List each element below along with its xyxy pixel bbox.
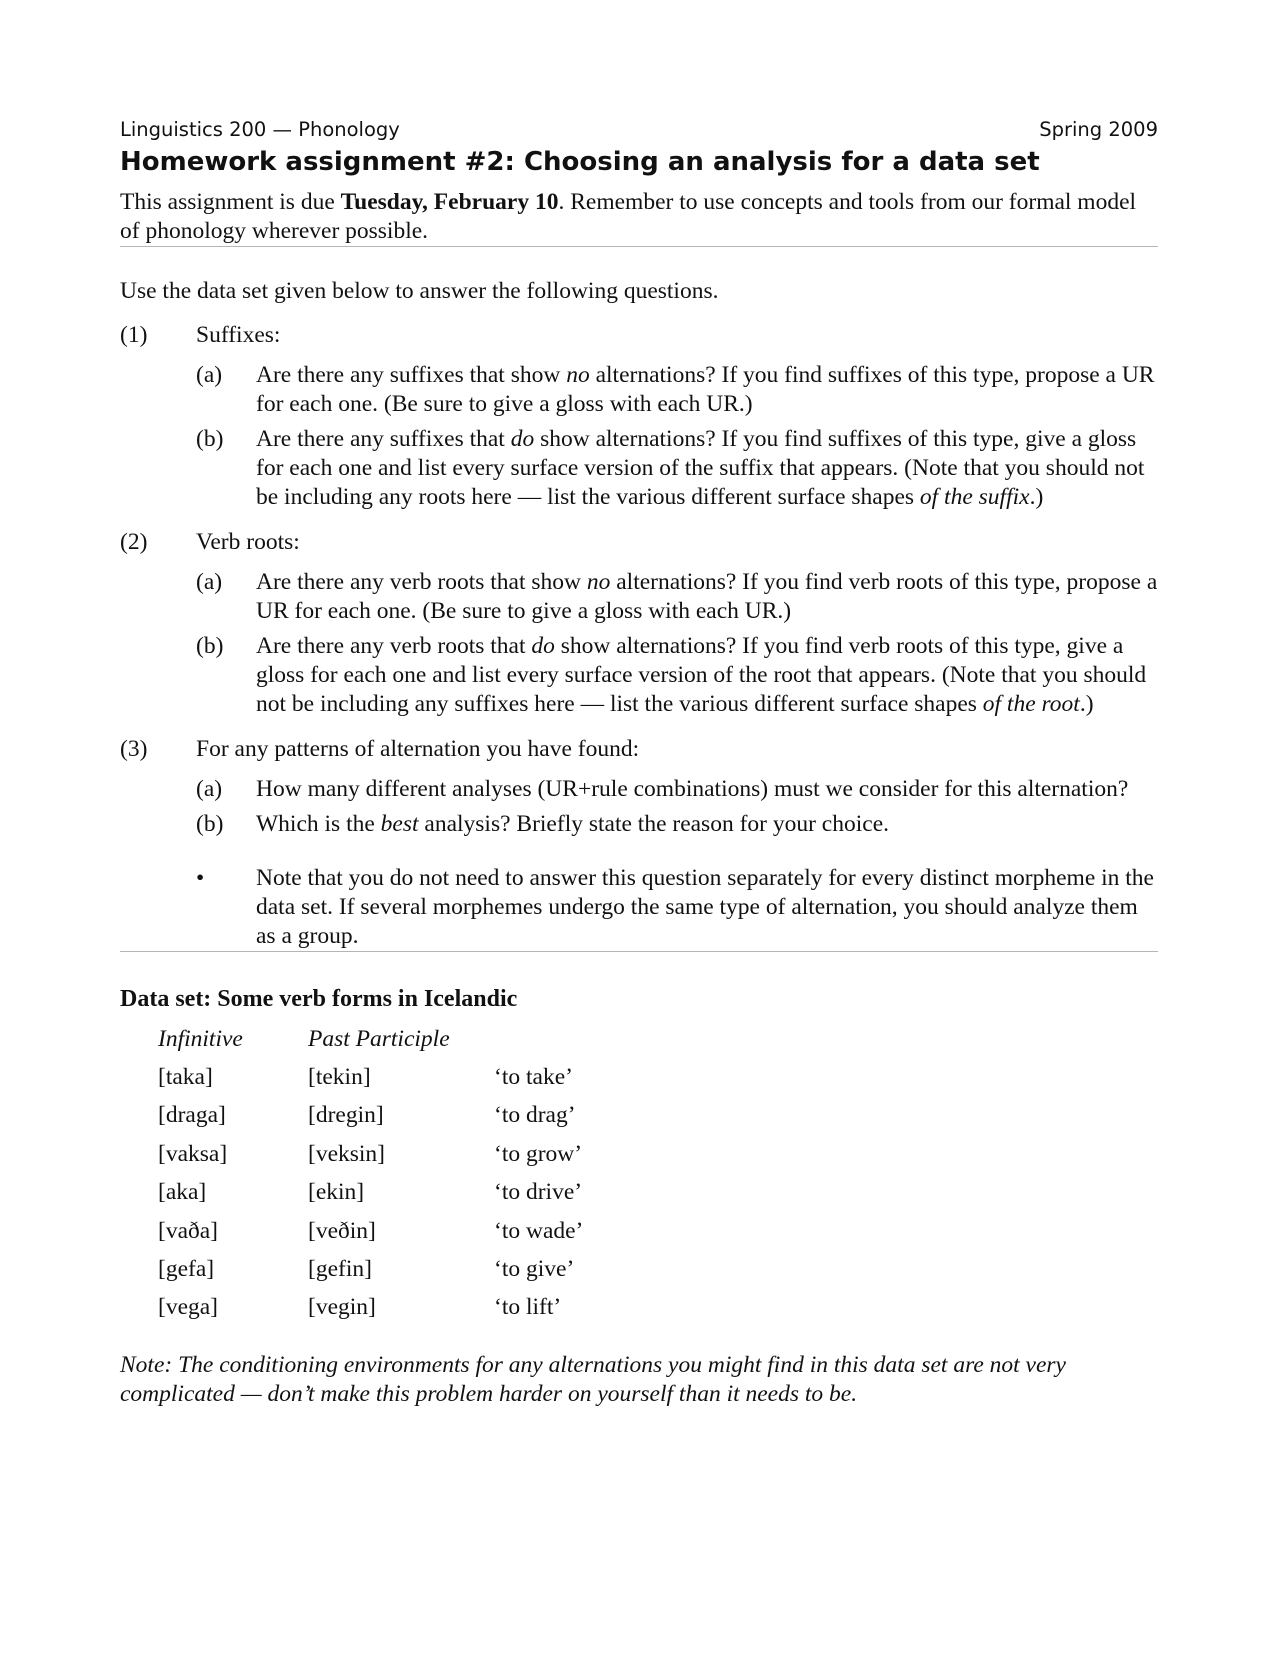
bullet-text: Note that you do not need to answer this question separately for every distinct morpheme in the data set. If several morphemes undergo the same type of alternation, you should analyze them as a group. (256, 865, 1154, 949)
sub-letter: (a) (196, 362, 223, 388)
sub-letter: (a) (196, 776, 223, 802)
question-number: (1) (120, 322, 148, 348)
intro-text-post: . Remember to use concepts and tools from our formal model of phonology wherever possible. (120, 189, 1137, 244)
question-3 (120, 735, 1158, 764)
participle-cell: [ekin] (308, 1179, 365, 1206)
sub-letter: (b) (196, 811, 224, 837)
infinitive-cell: [taka] (158, 1064, 213, 1090)
question-2b (196, 632, 1158, 719)
column-header-infinitive: Infinitive (158, 1026, 243, 1052)
table-row (158, 1141, 694, 1179)
emphasis: of the root (982, 691, 1080, 717)
document-header (120, 118, 1158, 142)
question-1 (120, 321, 1158, 350)
sub-letter: (b) (196, 426, 224, 452)
participle-cell: [tekin] (308, 1064, 371, 1090)
participle-cell: [veksin] (308, 1140, 386, 1167)
sub-text: alternations? If you find suffixes of this type, propose a UR for each one. (Be sure to give a gloss with each UR.) (256, 362, 1155, 417)
sub-text: .) (1079, 691, 1094, 717)
emphasis: do (510, 426, 535, 452)
column-header-gloss (494, 1026, 694, 1064)
question-2 (120, 528, 1158, 557)
intro-paragraph (120, 188, 1158, 246)
infinitive-cell: [draga] (158, 1102, 226, 1129)
sub-letter: (b) (196, 633, 224, 659)
gloss-cell: ‘to give’ (494, 1255, 575, 1282)
infinitive-cell: [gefa] (158, 1255, 215, 1282)
gloss-cell: ‘to grow’ (494, 1140, 583, 1167)
infinitive-cell: [vaksa] (158, 1140, 228, 1167)
table-row (158, 1102, 694, 1140)
bullet-icon: • (196, 865, 205, 891)
participle-cell: [veðin] (308, 1217, 376, 1244)
participle-cell: [dregin] (308, 1102, 384, 1129)
table-header-row (158, 1026, 694, 1064)
sub-text: alternations? If you find verb roots of this type, propose a UR for each one. (Be sure to give a gloss with each UR.) (256, 569, 1158, 624)
participle-cell: [gefin] (308, 1255, 372, 1282)
table-row (158, 1179, 694, 1217)
emphasis: no (586, 569, 611, 595)
emphasis: no (566, 362, 590, 388)
gloss-cell: ‘to drive’ (494, 1179, 583, 1206)
infinitive-cell: [aka] (158, 1179, 207, 1206)
gloss-cell: ‘to drag’ (494, 1102, 576, 1129)
question-number: (2) (120, 529, 148, 555)
instructions: Use the data set given below to answer the following questions. (120, 278, 719, 304)
sub-text: Are there any suffixes that (256, 426, 511, 452)
emphasis: do (531, 633, 555, 659)
divider (120, 951, 1158, 952)
footnote: Note: The conditioning environments for any alternations you might find in this data set are not very complicated — don’t make this problem harder on yourself than it needs to be. (120, 1351, 1066, 1407)
question-3b (196, 810, 1158, 839)
page-title: Homework assignment #2: Choosing an analysis for a data set (120, 147, 1040, 177)
course-name: Linguistics 200 — Phonology (120, 118, 400, 141)
dataset-title: Data set: Some verb forms in Icelandic (120, 986, 518, 1012)
dataset-table (158, 1026, 694, 1333)
question-1b (196, 425, 1158, 512)
question-3-note (196, 864, 1158, 951)
question-3a (196, 775, 1158, 804)
table-row (158, 1064, 694, 1102)
term: Spring 2009 (1039, 118, 1158, 141)
gloss-cell: ‘to take’ (494, 1064, 573, 1090)
intro-text-pre: This assignment is due (120, 189, 341, 215)
table-row (158, 1256, 694, 1294)
divider (120, 246, 1158, 247)
sub-text: .) (1029, 484, 1044, 510)
gloss-cell: ‘to wade’ (494, 1217, 584, 1244)
column-header-past-participle: Past Participle (308, 1026, 450, 1052)
question-title: Suffixes: (196, 322, 281, 348)
emphasis: of the suffix (919, 484, 1030, 510)
sub-text: show alternations? If you find suffixes of this type, give a gloss for each one and list every surface version of the suffix that appears. (Note that you should not be including any roots here — list the various different surface shapes (256, 426, 1145, 510)
emphasis: best (380, 811, 419, 837)
sub-text: How many different analyses (UR+rule combinations) must we consider for this alternation? (256, 776, 1129, 802)
table-row (158, 1218, 694, 1256)
table-row (158, 1294, 694, 1332)
sub-text: Are there any verb roots that (256, 633, 532, 659)
gloss-cell: ‘to lift’ (494, 1294, 562, 1321)
due-date: Tuesday, February 10 (340, 189, 559, 215)
question-title: For any patterns of alternation you have found: (196, 736, 640, 762)
infinitive-cell: [vaða] (158, 1217, 219, 1244)
sub-text: Are there any suffixes that show (256, 362, 567, 388)
sub-text: analysis? Briefly state the reason for your choice. (418, 811, 889, 837)
question-1a (196, 361, 1158, 419)
sub-letter: (a) (196, 569, 223, 595)
participle-cell: [vegin] (308, 1294, 376, 1321)
document-page (120, 118, 1158, 1409)
question-2a (196, 568, 1158, 626)
sub-text: Which is the (256, 811, 381, 837)
question-title: Verb roots: (196, 529, 300, 555)
question-number: (3) (120, 736, 148, 762)
sub-text: Are there any verb roots that show (256, 569, 587, 595)
sub-text: show alternations? If you find verb roots of this type, give a gloss for each one and list every surface version of the root that appears. (Note that you should not be including any suffixes here — list the various different surface shapes (256, 633, 1147, 717)
infinitive-cell: [vega] (158, 1294, 219, 1321)
